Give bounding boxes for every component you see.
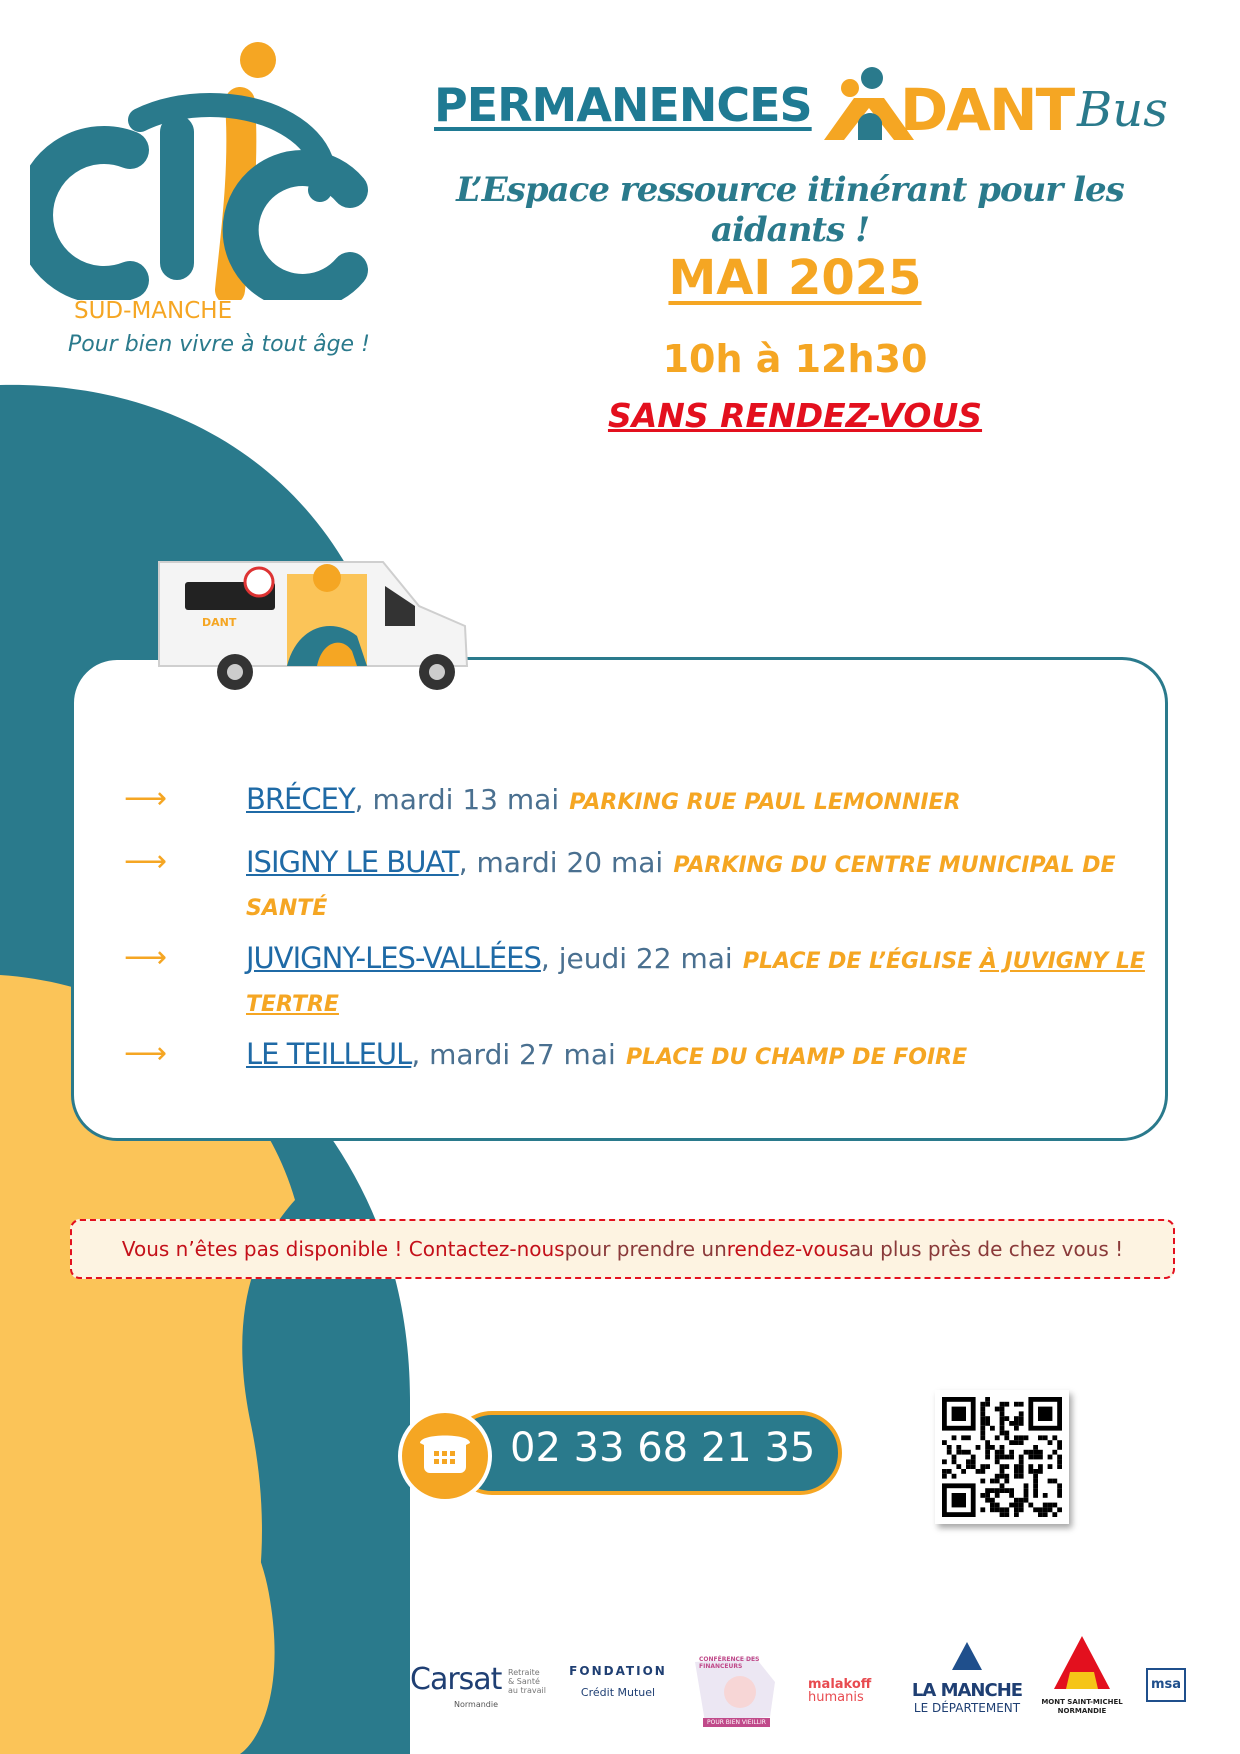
- qr-code-icon[interactable]: [935, 1390, 1069, 1524]
- malakoff-name: malakoff: [808, 1677, 872, 1692]
- notice-text-3: rendez-vous: [726, 1237, 849, 1261]
- tagline: L’Espace ressource itinérant pour les aidants !: [456, 170, 1124, 250]
- schedule-town: BRÉCEY: [246, 782, 355, 816]
- schedule-place: PARKING RUE PAUL LEMONNIER: [569, 790, 961, 815]
- bus-illustration: [157, 556, 469, 693]
- mont-saint-michel-mark: [1052, 1634, 1112, 1694]
- fondation-name: FONDATION: [569, 1664, 667, 1678]
- humanis-name: humanis: [808, 1690, 864, 1705]
- schedule-date: , mardi 13 mai: [354, 783, 560, 816]
- aidant-wordmark: DANT: [900, 76, 1074, 144]
- schedule-town: LE TEILLEUL: [246, 1037, 412, 1071]
- conference-name: CONFÉRENCE DES FINANCEURS: [699, 1656, 760, 1670]
- notice-text-1: Vous n’êtes pas disponible ! Contactez-nous: [121, 1237, 565, 1261]
- msa-name: msa: [1146, 1668, 1186, 1702]
- notice-text-4: au plus près de chez vous !: [848, 1237, 1124, 1261]
- opening-hours: 10h à 12h30: [662, 337, 928, 381]
- conference-sub: POUR BIEN VIEILLIR: [703, 1718, 770, 1727]
- telephone-icon[interactable]: [398, 1409, 492, 1503]
- la-manche-sub: LE DÉPARTEMENT: [913, 1701, 1021, 1715]
- la-manche-name: LA MANCHE: [911, 1680, 1023, 1701]
- no-appointment-label: SANS RENDEZ-VOUS: [607, 396, 983, 435]
- msm-line1: MONT SAINT-MICHEL: [1041, 1698, 1123, 1706]
- la-manche-mark: [942, 1640, 992, 1676]
- carsat-region: Normandie: [454, 1700, 499, 1709]
- aidant-bus-logo: [822, 62, 1182, 162]
- schedule-place: PLACE DE L’ÉGLISE: [742, 949, 980, 974]
- arrow-right-icon: ⟶: [124, 940, 168, 975]
- carsat-logo: [410, 1662, 546, 1709]
- bus-brand-label: DANT: [202, 616, 237, 629]
- clic-region: SUD-MANCHE: [74, 298, 233, 324]
- la-manche-logo: [902, 1640, 1032, 1715]
- clic-tagline: Pour bien vivre à tout âge !: [68, 332, 370, 357]
- schedule-place-detail: À JUVIGNY LE TERTRE: [246, 949, 1145, 1017]
- month-heading: MAI 2025: [668, 250, 922, 306]
- schedule-town: ISIGNY LE BUAT: [246, 845, 459, 879]
- carsat-sub: Retraite & Santé au travail: [508, 1668, 546, 1695]
- notice-text-2: pour prendre un: [564, 1237, 727, 1261]
- carsat-name: Carsat: [410, 1662, 502, 1697]
- phone-number[interactable]: 02 33 68 21 35: [510, 1425, 816, 1471]
- schedule-panel: [71, 657, 1168, 1141]
- fondation-sub: Crédit Mutuel: [580, 1686, 656, 1699]
- msm-line2: NORMANDIE: [1057, 1707, 1107, 1715]
- arrow-right-icon: ⟶: [124, 844, 168, 879]
- clic-logo: [30, 40, 370, 370]
- arrow-right-icon: ⟶: [124, 781, 168, 816]
- malakoff-logo: [808, 1678, 871, 1704]
- msa-logo: [1146, 1668, 1186, 1702]
- mont-saint-michel-logo: [1038, 1634, 1126, 1716]
- bus-wordmark: Bus: [1077, 82, 1168, 138]
- schedule-date: , mardi 20 mai: [458, 846, 664, 879]
- arrow-right-icon: ⟶: [124, 1036, 168, 1071]
- conference-logo: [685, 1652, 795, 1732]
- clic-logo-mark: [30, 40, 370, 300]
- schedule-date: , jeudi 22 mai: [540, 942, 733, 975]
- schedule-place: PLACE DU CHAMP DE FOIRE: [625, 1045, 968, 1070]
- contact-notice: [70, 1219, 1175, 1279]
- fondation-logo: [568, 1664, 668, 1699]
- schedule-place: PARKING DU CENTRE MUNICIPAL DE SANTÉ: [246, 853, 1116, 921]
- schedule-town: JUVIGNY-LES-VALLÉES: [246, 941, 541, 975]
- page-title: PERMANENCES: [434, 78, 812, 132]
- schedule-date: , mardi 27 mai: [411, 1038, 616, 1071]
